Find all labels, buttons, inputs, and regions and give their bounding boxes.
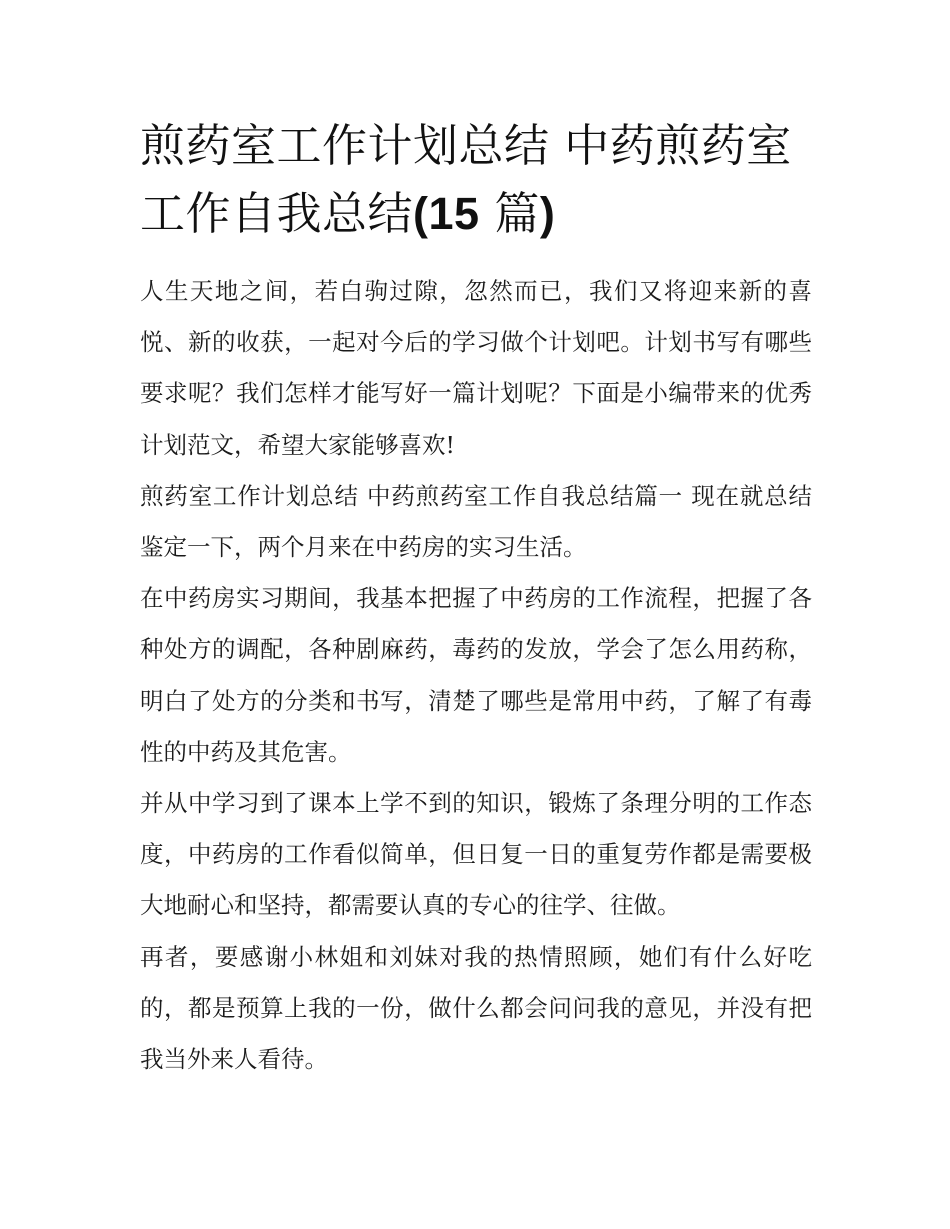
- document-title: [140, 112, 812, 248]
- section-heading-paragraph: 煎药室工作计划总结 中药煎药室工作自我总结篇一 现在就总结鉴定一下，两个月来在中药房的实习生活。: [140, 481, 812, 562]
- title-count-unit: 篇: [479, 187, 540, 240]
- title-count-number: (15: [413, 188, 480, 239]
- title-text-part-1: 煎药室工作计划总结 中药煎药室工作自我总结: [140, 119, 792, 240]
- intro-paragraph: 人生天地之间，若白驹过隙，忽然而已，我们又将迎来新的喜悦、新的收获，一起对今后的学习做个计划吧。计划书写有哪些要求呢？我们怎样才能写好一篇计划呢？下面是小编带来的优秀计划范文，希望大家能够喜欢!: [140, 277, 812, 459]
- body-paragraph: 并从中学习到了课本上学不到的知识，锻炼了条理分明的工作态度，中药房的工作看似简单，但日复一日的重复劳作都是需要极大地耐心和坚持，都需要认真的专心的往学、往做。: [140, 789, 812, 920]
- title-closing-paren: ): [539, 188, 556, 239]
- document-body: [140, 112, 812, 1085]
- body-paragraph: 再者，要感谢小林姐和刘妹对我的热情照顾，她们有什么好吃的，都是预算上我的一份，做什么都会问问我的意见，并没有把我当外来人看待。: [140, 942, 812, 1074]
- body-paragraph: 在中药房实习期间，我基本把握了中药房的工作流程，把握了各种处方的调配，各种剧麻药，毒药的发放，学会了怎么用药称，明白了处方的分类和书写，清楚了哪些是常用中药，了解了有毒性的中药及其危害。: [140, 584, 812, 766]
